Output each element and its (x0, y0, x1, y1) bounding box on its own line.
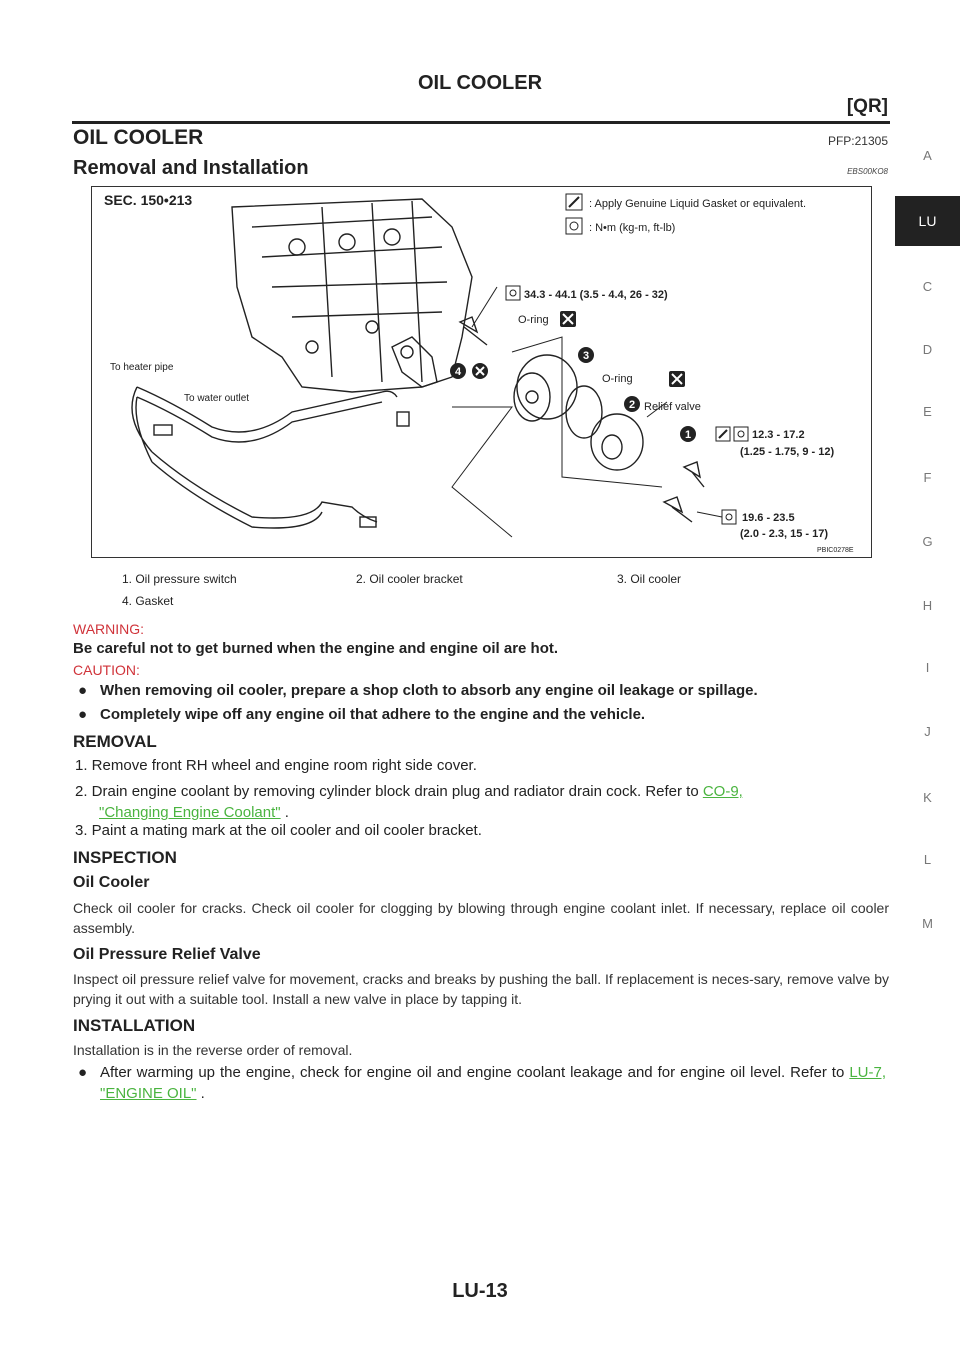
header-divider (72, 121, 890, 124)
tab-m[interactable]: M (922, 916, 933, 931)
caution-label: CAUTION: (73, 662, 140, 678)
tab-h[interactable]: H (922, 598, 933, 613)
installation-text: Installation is in the reverse order of removal. (73, 1042, 353, 1058)
key-gasket-label: : Apply Genuine Liquid Gasket or equivalent. (589, 198, 807, 210)
changing-engine-coolant-link[interactable]: "Changing Engine Coolant" (99, 804, 281, 821)
torque-bottom-line2: (2.0 - 2.3, 15 - 17) (740, 528, 829, 540)
relief-valve-label: Relief valve (644, 401, 701, 413)
page-number: LU-13 (452, 1280, 508, 1302)
tab-i[interactable]: I (925, 660, 930, 675)
bullet-icon: ● (78, 706, 88, 723)
inspection-heading: INSPECTION (73, 848, 177, 867)
oring-label-top: O-ring (518, 314, 549, 326)
caution-item-2: ● Completely wipe off any engine oil that adhere to the engine and the vehicle. (78, 706, 646, 723)
bullet-icon: ● (78, 682, 88, 699)
warning-text: Be careful not to get burned when the engine and engine oil are hot. (73, 640, 559, 657)
discard-icons (472, 311, 685, 387)
callout-1: 1 (684, 429, 692, 441)
engine-code: [QR] (846, 96, 888, 117)
tab-k[interactable]: K (923, 790, 932, 805)
relief-valve-text: Inspect oil pressure relief valve for movement, cracks and breaks by pushing the ball. If replacement is neces-sary, remove valve by prying it out with a suitable tool. Install a new valve in place by tapping it. (73, 971, 889, 1007)
callouts (450, 347, 696, 442)
heater-pipe-label: To heater pipe (110, 362, 174, 373)
section-title: OIL COOLER (73, 126, 204, 149)
callout-3: 3 (582, 350, 590, 362)
coolant-hose-top (137, 387, 397, 432)
co-9-link[interactable]: CO-9, (702, 783, 743, 800)
key-icons (506, 194, 748, 524)
figure-code: PBIC0278E (817, 547, 854, 554)
torque-mid-line1: 12.3 - 17.2 (752, 429, 805, 441)
tab-l[interactable]: L (923, 852, 932, 867)
removal-step-3: 3. Paint a mating mark at the oil cooler and oil cooler bracket. (75, 822, 482, 839)
tab-lu[interactable]: LU (895, 196, 960, 246)
legend-item-2: 2. Oil cooler bracket (356, 572, 463, 586)
legend-item-3: 3. Oil cooler (617, 572, 682, 586)
key-torque-label: : N•m (kg-m, ft-lb) (589, 222, 676, 234)
callout-4: 4 (454, 366, 462, 378)
engine-block-outline (232, 199, 472, 392)
torque-bottom-line1: 19.6 - 23.5 (742, 512, 795, 524)
coolant-hose-bottom (152, 452, 377, 522)
relief-valve-heading: Oil Pressure Relief Valve (73, 946, 261, 963)
oring-label-mid: O-ring (602, 373, 633, 385)
caution-item-1: ● When removing oil cooler, prepare a shop cloth to absorb any engine oil leakage or spillage. (78, 682, 758, 699)
engine-oil-link[interactable]: LU-7, "ENGINE OIL" (100, 1064, 886, 1102)
sec-number: SEC. 150•213 (104, 192, 193, 208)
legend-item-1: 1. Oil pressure switch (122, 572, 237, 586)
exploded-diagram (91, 186, 872, 558)
removal-heading: REMOVAL (73, 732, 157, 751)
callout-2: 2 (628, 399, 636, 411)
diagram-drawing (92, 187, 870, 556)
water-outlet-label: To water outlet (184, 393, 250, 404)
ebs-code: EBS00KO8 (847, 167, 888, 176)
tab-g[interactable]: G (922, 534, 933, 549)
oil-cooler-heading: Oil Cooler (73, 874, 150, 891)
tab-c[interactable]: C (922, 279, 933, 294)
pfp-code: PFP:21305 (827, 134, 888, 148)
legend-item-4: 4. Gasket (122, 594, 174, 608)
tab-a[interactable]: A (923, 148, 932, 163)
o-ring-shape (566, 386, 602, 438)
bullet-icon: ● (78, 1064, 88, 1081)
torque-top-label: 34.3 - 44.1 (3.5 - 4.4, 26 - 32) (524, 289, 668, 301)
oil-cooler-bracket-shape (392, 337, 437, 387)
tab-f[interactable]: F (923, 470, 932, 485)
torque-mid-line2: (1.25 - 1.75, 9 - 12) (740, 446, 835, 458)
relief-valve-shape (591, 414, 643, 470)
subsection-title: Removal and Installation (73, 157, 309, 179)
oil-cooler-text: Check oil cooler for cracks. Check oil cooler for clogging by blowing through engine coolant inlet. If necessary, replace oil cooler assembly. (73, 900, 889, 936)
tab-e[interactable]: E (923, 404, 932, 419)
removal-step-2: 2. Drain engine coolant by removing cylinder block drain plug and radiator drain cock. Refer to CO-9, "Changing Engine Coolant" . (75, 783, 743, 821)
removal-step-1: 1. Remove front RH wheel and engine room right side cover. (75, 757, 477, 774)
page-header-title: OIL COOLER (417, 72, 543, 94)
tab-d[interactable]: D (922, 342, 933, 357)
installation-heading: INSTALLATION (73, 1016, 196, 1035)
installation-bullet: ● After warming up the engine, check for engine oil and engine coolant leakage and for engine oil level. Refer to LU-7, "ENGINE OIL" . (78, 1064, 886, 1102)
warning-label: WARNING: (73, 621, 145, 637)
tab-j[interactable]: J (924, 724, 931, 739)
